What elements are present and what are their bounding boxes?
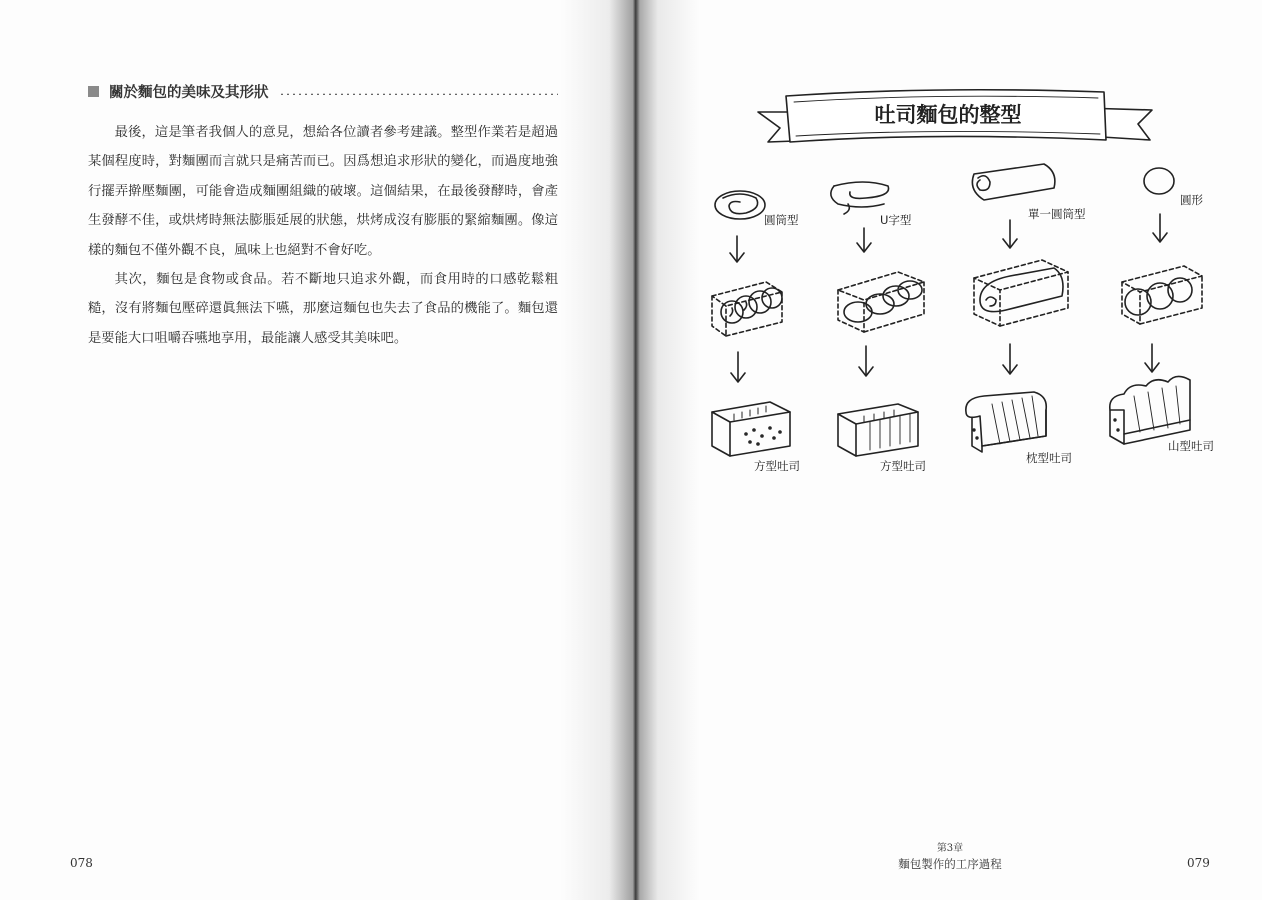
chapter-number: 第3章 bbox=[936, 843, 964, 854]
rolled-dough-icon bbox=[715, 191, 765, 219]
dough-in-pan-icon bbox=[974, 260, 1068, 326]
square-loaf-icon bbox=[838, 404, 918, 456]
arrow-down-icon bbox=[1003, 344, 1017, 374]
dough-in-pan-icon bbox=[838, 272, 924, 332]
toast-shaping-illustration bbox=[634, 0, 1262, 500]
paragraph-2: 其次，麵包是食物或食品。若不斷地只追求外觀，而食用時的口感乾鬆粗糙，沒有將麵包壓碎還眞無法下嚥，那麼這麵包也失去了食品的機能了。麵包還是要能大口咀嚼吞嚥地享用，最能讓人感受其美味吧。 bbox=[88, 272, 558, 346]
arrow-down-icon bbox=[1003, 220, 1017, 248]
square-bullet-icon bbox=[88, 86, 99, 97]
section-title: 關於麵包的美味及其形狀 bbox=[109, 84, 269, 101]
result-label-3: 枕型吐司 bbox=[1026, 451, 1072, 465]
page-number-right: 079 bbox=[1187, 856, 1210, 870]
section-heading bbox=[88, 80, 558, 102]
banner-title: 吐司麵包的整型 bbox=[874, 103, 1022, 127]
arrow-down-icon bbox=[1153, 214, 1167, 242]
shape-label-3: 單一圓筒型 bbox=[1028, 207, 1086, 221]
body-text bbox=[88, 118, 558, 353]
shape-label-2: U字型 bbox=[880, 213, 912, 227]
round-dough-icon bbox=[1144, 168, 1174, 194]
page-number-left: 078 bbox=[70, 856, 93, 870]
pillow-loaf-icon bbox=[966, 392, 1046, 452]
result-label-2: 方型吐司 bbox=[880, 459, 926, 473]
square-loaf-icon bbox=[712, 402, 790, 456]
mountain-loaf-icon bbox=[1110, 376, 1190, 444]
dough-in-pan-icon bbox=[712, 282, 782, 336]
arrow-down-icon bbox=[730, 236, 744, 262]
chapter-title: 麵包製作的工序過程 bbox=[898, 857, 1002, 871]
arrow-down-icon bbox=[1145, 344, 1159, 372]
dotted-leader bbox=[279, 93, 559, 95]
arrow-down-icon bbox=[731, 352, 745, 382]
paragraph-1: 最後，這是筆者我個人的意見，想給各位讀者參考建議。整型作業若是超過某個程度時，對麵團而言就只是痛苦而已。因爲想追求形狀的變化，而過度地強行擺弄擀壓麵團，可能會造成麵團組織的破壞。這個結果，在最後發酵時，會產生發酵不佳，或烘烤時無法膨脹延展的狀態，烘烤成沒有膨脹的緊縮麵團。像這樣的麵包不僅外觀不良，風味上也絕對不會好吃。 bbox=[88, 125, 558, 258]
dough-in-pan-icon bbox=[1122, 266, 1202, 324]
result-label-1: 方型吐司 bbox=[754, 459, 800, 473]
shape-label-4: 圓形 bbox=[1180, 193, 1203, 207]
chapter-footer bbox=[895, 842, 1005, 872]
arrow-down-icon bbox=[857, 228, 871, 252]
single-roll-dough-icon bbox=[972, 164, 1055, 200]
left-page bbox=[0, 0, 628, 900]
u-shaped-dough-icon bbox=[831, 182, 889, 214]
result-label-4: 山型吐司 bbox=[1168, 439, 1214, 453]
shape-label-1: 圓筒型 bbox=[764, 213, 799, 227]
arrow-down-icon bbox=[859, 346, 873, 376]
